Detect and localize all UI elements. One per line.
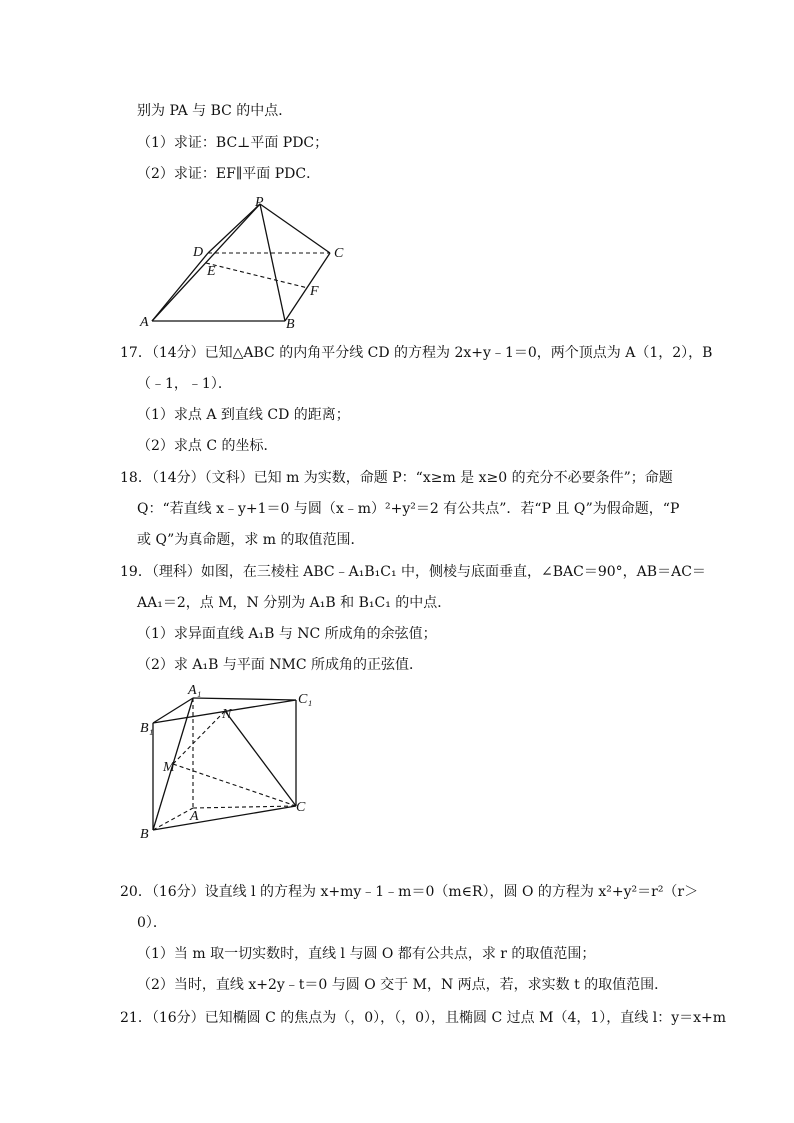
label-a1: A₁ <box>188 683 202 698</box>
edge-pb <box>260 204 285 321</box>
label-c1: C₁ <box>298 692 313 707</box>
p17-question-2: （2）求点 C 的坐标． <box>137 438 278 454</box>
p16-continuation: 别为 PA 与 BC 的中点． <box>137 103 293 119</box>
p19-stem-line1: 19．（理科）如图，在三棱柱 ABC﹣A₁B₁C₁ 中，侧棱与底面垂直，∠BAC＝90°，AB＝AC＝ <box>120 564 706 580</box>
edge-pd <box>208 204 260 253</box>
label-b: B <box>140 827 149 842</box>
segment-nc <box>225 711 296 806</box>
pyramid-figure <box>130 192 360 334</box>
p18-stem-line1: 18．（14分）（文科）已知 m 为实数，命题 P：“x≥m 是 x≥0 的充分不必要条件”；命题 <box>120 470 673 486</box>
p20-question-1: （1）当 m 取一切实数时，直线 l 与圆 O 都有公共点，求 r 的取值范围； <box>137 946 596 962</box>
label-d: D <box>193 245 204 260</box>
p17-stem-line2: （﹣1，﹣1）． <box>137 376 232 392</box>
label-a: A <box>140 315 149 330</box>
p20-stem-line1: 20．（16分）设直线 l 的方程为 x+my﹣1﹣m＝0（m∈R），圆 O 的方程为 x²+y²＝r²（r＞ <box>120 884 699 900</box>
edge-ad <box>152 253 208 321</box>
label-b: B <box>286 317 295 332</box>
label-b1: B₁ <box>140 721 154 736</box>
prism-figure <box>130 680 330 845</box>
segment-mc <box>173 764 296 806</box>
edge-ac <box>193 806 296 808</box>
label-a: A <box>190 809 199 824</box>
label-m: M <box>163 760 175 775</box>
p17-stem-line1: 17．（14分）已知△ABC 的内角平分线 CD 的方程为 2x+y﹣1＝0，两个顶点为 A（1，2），B <box>120 345 713 361</box>
p20-stem-line2: 0）． <box>137 915 167 931</box>
p18-stem-line3: 或 Q”为真命题，求 m 的取值范围． <box>137 532 365 548</box>
label-f: F <box>310 284 319 299</box>
label-c: C <box>296 800 306 815</box>
p16-question-1: （1）求证：BC⊥平面 PDC； <box>137 135 329 151</box>
edge-a1c1 <box>193 698 296 700</box>
p19-stem-line2: AA₁＝2，点 M，N 分别为 A₁B 和 B₁C₁ 的中点． <box>137 595 452 611</box>
edge-pc <box>260 204 330 253</box>
p18-stem-line2: Q：“若直线 x﹣y+1＝0 与圆（x﹣m）²+y²＝2 有公共点”．若“P 且 Q”为假命题，“P <box>137 501 680 517</box>
edge-pa <box>152 204 260 321</box>
edge-bc <box>285 253 330 321</box>
p16-question-2: （2）求证：EF∥平面 PDC． <box>137 166 321 182</box>
p17-question-1: （1）求点 A 到直线 CD 的距离； <box>137 407 350 423</box>
p20-question-2: （2）当时，直线 x+2y﹣t＝0 与圆 O 交于 M，N 两点，若，求实数 t 的取值范围． <box>137 977 669 993</box>
label-c: C <box>334 246 344 261</box>
p19-question-2: （2）求 A₁B 与平面 NMC 所成角的正弦值． <box>137 657 424 673</box>
label-p: P <box>255 195 264 210</box>
label-n: N <box>222 707 232 722</box>
segment-ef <box>206 263 308 288</box>
label-e: E <box>207 264 216 279</box>
p21-stem-line1: 21．（16分）已知椭圆 C 的焦点为（，0），（，0），且椭圆 C 过点 M（4，1），直线 l：y＝x+m <box>120 1010 727 1026</box>
p19-question-1: （1）求异面直线 A₁B 与 NC 所成角的余弦值； <box>137 626 437 642</box>
